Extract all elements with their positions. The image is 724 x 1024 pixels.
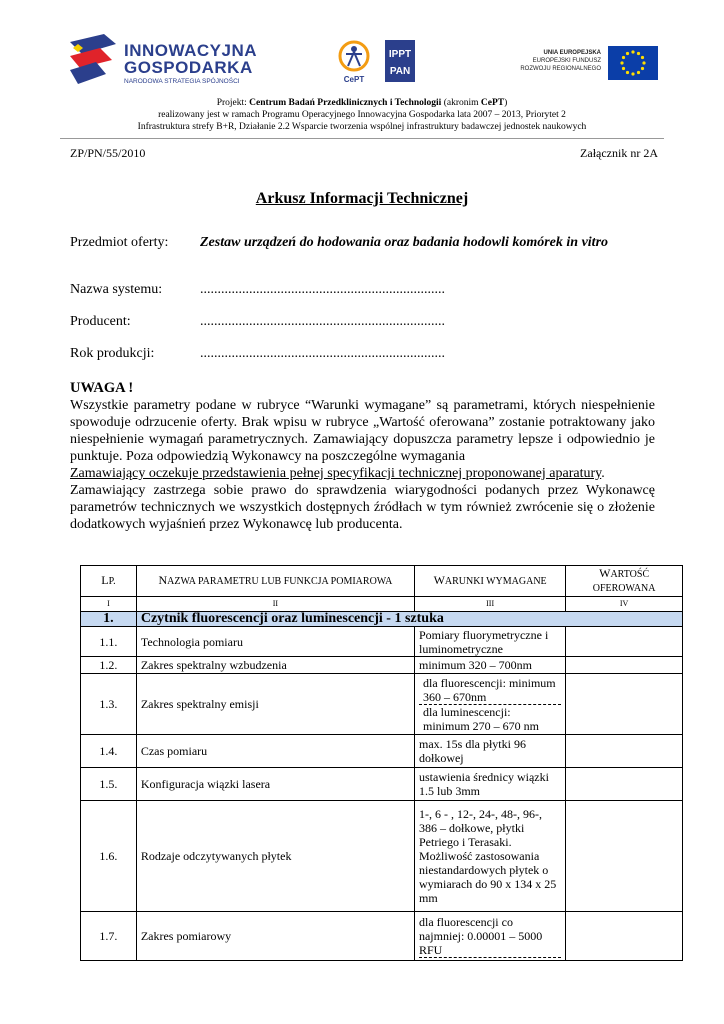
eu-text: [516, 49, 601, 73]
row-lp: 1.6.: [81, 801, 137, 912]
header-offered-value: WARTOŚĆ OFEROWANA: [566, 566, 683, 597]
ig-line2: GOSPODARKA: [124, 58, 253, 77]
eu-logo: [516, 46, 661, 82]
row-requirement: max. 15s dla płytki 96 dołkowej: [414, 735, 565, 768]
row-requirement: Pomiary fluorymetryczne i luminometryczne: [414, 627, 565, 657]
producer-field[interactable]: ......................................................................: [200, 314, 445, 329]
warning-paragraph-1: Wszystkie parametry podane w rubryce “Warunki wymagane” są parametrami, których niespełnienie spowoduje odrzucenie oferty. Brak wpisu w rubryce „Wartość oferowana” zostanie potraktowany jako niespełnienie wymagań parametrycznych. Zamawiający dopuszcza parametry lepsze i odpowiednio je punktuje. Poza odpowiedzią Wykonawcy na poszczególne wymagania: [70, 398, 655, 464]
header-requirements: WARUNKI WYMAGANE: [414, 566, 565, 597]
roman-2: II: [136, 597, 414, 612]
ig-line1: INNOWACYJNA: [124, 41, 258, 60]
project-line-1: [60, 97, 664, 109]
warning-note: [70, 380, 655, 533]
offered-value-cell[interactable]: [566, 735, 683, 768]
project-suffix: ): [504, 98, 508, 108]
section-row: [81, 612, 683, 627]
header-name: NAZWA PARAMETRU LUB FUNKCJA POMIAROWA: [136, 566, 414, 597]
reference-number: ZP/PN/55/2010: [70, 146, 146, 160]
row-name: Zakres spektralny wzbudzenia: [136, 657, 414, 674]
offered-value-cell[interactable]: [566, 768, 683, 801]
warning-paragraph-3: Zamawiający zastrzega sobie prawo do sprawdzenia wiarygodności podanych przez Wykonawcę parametrów technicznych we wszystkich dostępnych źródłach w tym również zwrócenie się o złożenie dodatkowych wyjaśnień przez Wykonawcę lub producenta.: [70, 483, 655, 532]
row-name: Czas pomiaru: [136, 735, 414, 768]
table-row: [81, 674, 683, 735]
row-name: Zakres spektralny emisji: [136, 674, 414, 735]
eu-line1: UNIA EUROPEJSKA: [543, 50, 601, 56]
row-lp: 1.4.: [81, 735, 137, 768]
warning-paragraph-2: [70, 465, 655, 482]
ippt-line2: PAN: [389, 66, 411, 77]
system-name-label: Nazwa systemu:: [70, 282, 163, 297]
page-title: Arkusz Informacji Technicznej: [255, 190, 469, 207]
cept-logo: [336, 40, 372, 86]
roman-1: I: [81, 597, 137, 612]
project-line-3: Infrastruktura strefy B+R, Działanie 2.2 Wsparcie tworzenia wspólnej infrastruktury badawczej jednostek naukowych: [137, 122, 587, 132]
row-name: Technologia pomiaru: [136, 627, 414, 657]
production-year-label: Rok produkcji:: [70, 346, 155, 361]
section-title: Czytnik fluorescencji oraz luminescencji - 1 sztuka: [136, 612, 682, 627]
spec-requirement: Zamawiający oczekuje przedstawienia pełnej specyfikacji technicznej proponowanej aparatury: [70, 466, 602, 481]
eu-line2: EUROPEJSKI FUNDUSZ: [532, 58, 601, 64]
table-row: [81, 801, 683, 912]
row-requirement: ustawienia średnicy wiązki 1.5 lub 3mm: [414, 768, 565, 801]
row-lp: 1.5.: [81, 768, 137, 801]
production-year-field[interactable]: ......................................................................: [200, 346, 445, 361]
project-name: Centrum Badań Przedklinicznych i Technologii: [249, 98, 442, 108]
ig-flag-icon: [70, 34, 116, 88]
section-lp: 1.: [81, 612, 137, 627]
eu-flag-icon: [608, 46, 658, 80]
offered-value-cell[interactable]: [566, 801, 683, 912]
cept-emblem-icon: [336, 40, 372, 86]
table-header-row: [81, 566, 683, 597]
offered-value-cell[interactable]: [566, 657, 683, 674]
project-mid: (akronim: [441, 98, 481, 108]
table-row: [81, 735, 683, 768]
row-requirement: 1-, 6 - , 12-, 24-, 48-, 96-, 386 – dołkowe, płytki Petriego i Terasaki. Możliwość zastosowania niestandardowych płytek o wymiarach do 90 x 134 x 25 mm: [414, 801, 565, 912]
row-requirement: [414, 674, 565, 735]
ig-subtitle: NARODOWA STRATEGIA SPÓJNOŚCI: [124, 78, 240, 85]
attachment-number: Załącznik nr 2A: [580, 146, 658, 160]
row-lp: 1.3.: [81, 674, 137, 735]
offered-value-cell[interactable]: [566, 912, 683, 961]
warning-heading: UWAGA !: [70, 380, 134, 396]
eu-line3: ROZWOJU REGIONALNEGO: [520, 66, 601, 72]
requirement-luminescence: dla luminescencji: minimum 270 – 670 nm: [422, 704, 539, 733]
subject-value: Zestaw urządzeń do hodowania oraz badania hodowli komórek in vitro: [200, 235, 609, 250]
table-roman-row: [81, 597, 683, 612]
project-line-2: realizowany jest w ramach Programu Operacyjnego Innowacyjna Gospodarka lata 2007 – 2013, Priorytet 2: [158, 110, 566, 120]
ippt-line1: IPPT: [388, 49, 412, 60]
table-row: [81, 627, 683, 657]
innowacyjna-gospodarka-logo: [70, 32, 270, 92]
requirement-fluorescence: dla fluorescencji: minimum 360 – 670nm: [419, 676, 561, 705]
cept-label: CePT: [343, 75, 365, 84]
ippt-emblem-icon: [385, 40, 415, 82]
offered-value-cell[interactable]: [566, 674, 683, 735]
roman-4: IV: [566, 597, 683, 612]
row-name: Zakres pomiarowy: [136, 912, 414, 961]
producer-label: Producent:: [70, 314, 131, 329]
row-lp: 1.1.: [81, 627, 137, 657]
roman-3: III: [414, 597, 565, 612]
header-divider: [60, 138, 664, 139]
table-row: [81, 768, 683, 801]
ippt-pan-logo: [385, 40, 415, 82]
row-requirement: minimum 320 – 700nm: [414, 657, 565, 674]
spec-requirement-end: .: [601, 466, 605, 481]
table-row: [81, 657, 683, 674]
subject-label: Przedmiot oferty:: [70, 235, 169, 250]
system-name-field[interactable]: ......................................................................: [200, 282, 445, 297]
project-acronym: CePT: [480, 98, 505, 108]
requirement-range: dla fluorescencji co najmniej: 0.00001 – 5000 RFU: [419, 915, 561, 958]
header-lp: LP.: [81, 566, 137, 597]
project-prefix: Projekt:: [216, 98, 250, 108]
row-lp: 1.7.: [81, 912, 137, 961]
table-row: [81, 912, 683, 961]
row-requirement: [414, 912, 565, 961]
row-lp: 1.2.: [81, 657, 137, 674]
row-name: Konfiguracja wiązki lasera: [136, 768, 414, 801]
offered-value-cell[interactable]: [566, 627, 683, 657]
row-name: Rodzaje odczytywanych płytek: [136, 801, 414, 912]
technical-spec-table: [80, 565, 683, 961]
